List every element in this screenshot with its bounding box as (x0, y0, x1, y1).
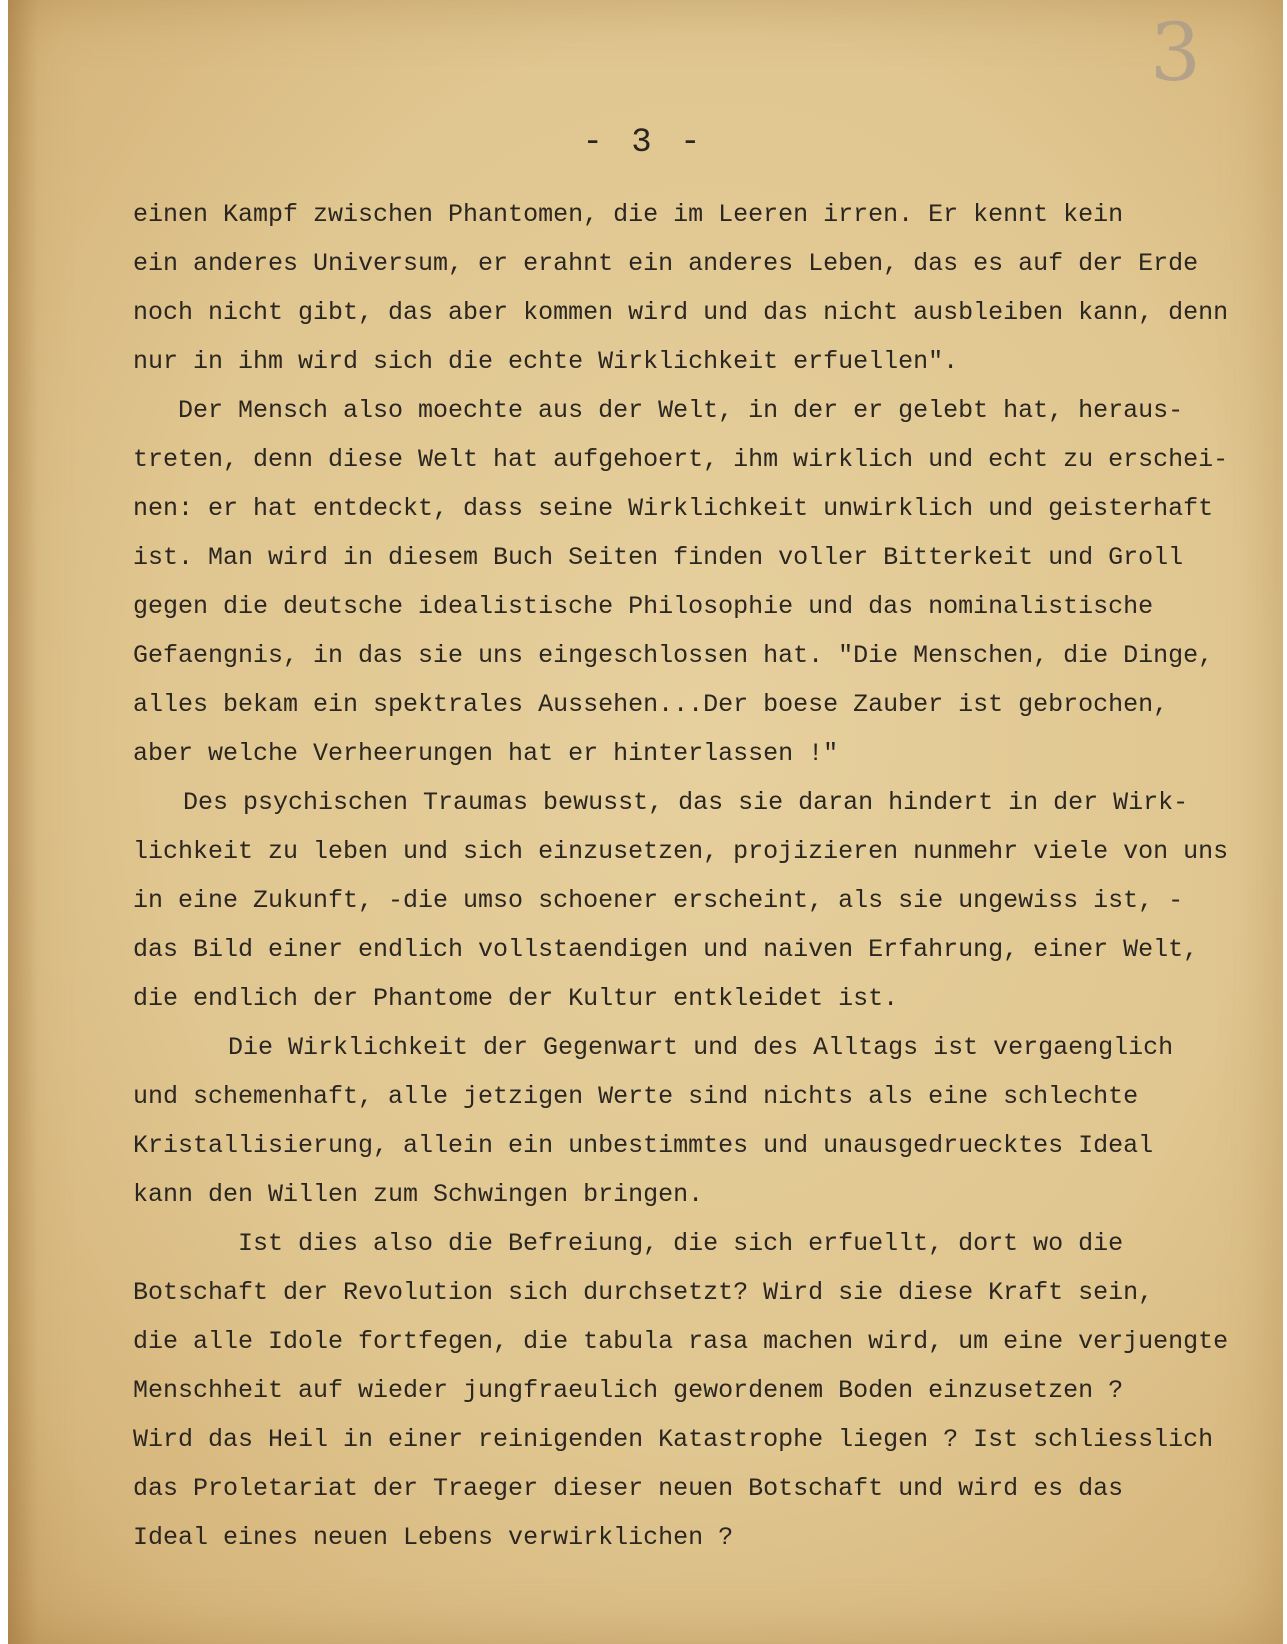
text-line: Gefaengnis, in das sie uns eingeschlossen hat. "Die Menschen, die Dinge, (133, 641, 1214, 670)
text-line: Botschaft der Revolution sich durchsetzt? Wird sie diese Kraft sein, (133, 1278, 1154, 1307)
text-line: und schemenhaft, alle jetzigen Werte sind nichts als eine schlechte (133, 1082, 1139, 1111)
text-line: ein anderes Universum, er erahnt ein anderes Leben, das es auf der Erde (133, 249, 1199, 278)
text-line: die alle Idole fortfegen, die tabula rasa machen wird, um eine verjuengte (133, 1327, 1229, 1356)
text-line: noch nicht gibt, das aber kommen wird und das nicht ausbleiben kann, denn (133, 298, 1229, 327)
text-line: Menschheit auf wieder jungfraeulich gewordenem Boden einzusetzen ? (133, 1376, 1124, 1405)
text-line: kann den Willen zum Schwingen bringen. (133, 1180, 704, 1209)
text-line: aber welche Verheerungen hat er hinterlassen !" (133, 739, 839, 768)
text-line: das Proletariat der Traeger dieser neuen Botschaft und wird es das (133, 1474, 1124, 1503)
text-line: das Bild einer endlich vollstaendigen und naiven Erfahrung, einer Welt, (133, 935, 1199, 964)
text-line: lichkeit zu leben und sich einzusetzen, projizieren nunmehr viele von uns (133, 837, 1229, 866)
text-line: einen Kampf zwischen Phantomen, die im Leeren irren. Er kennt kein (133, 200, 1124, 229)
text-line: Ideal eines neuen Lebens verwirklichen ? (133, 1523, 734, 1552)
text-line: Die Wirklichkeit der Gegenwart und des Alltags ist vergaenglich (228, 1033, 1174, 1062)
text-line: ist. Man wird in diesem Buch Seiten finden voller Bitterkeit und Groll (133, 543, 1184, 572)
text-line: nen: er hat entdeckt, dass seine Wirklichkeit unwirklich und geisterhaft (133, 494, 1214, 523)
text-line: in eine Zukunft, -die umso schoener erscheint, als sie ungewiss ist, - (133, 886, 1184, 915)
text-line: Des psychischen Traumas bewusst, das sie daran hindert in der Wirk- (183, 788, 1189, 817)
text-line: nur in ihm wird sich die echte Wirklichkeit erfuellen". (133, 347, 959, 376)
text-line: treten, denn diese Welt hat aufgehoert, ihm wirklich und echt zu erschei- (133, 445, 1229, 474)
text-line: die endlich der Phantome der Kultur entkleidet ist. (133, 984, 899, 1013)
text-line: Wird das Heil in einer reinigenden Katastrophe liegen ? Ist schliesslich (133, 1425, 1214, 1454)
text-line: gegen die deutsche idealistische Philosophie und das nominalistische (133, 592, 1154, 621)
page-number: - 3 - (582, 124, 705, 162)
text-line: Kristallisierung, allein ein unbestimmtes und unausgedruecktes Ideal (133, 1131, 1154, 1160)
text-line: Ist dies also die Befreiung, die sich erfuellt, dort wo die (238, 1229, 1124, 1258)
handwritten-page-number: 3 (1150, 6, 1201, 99)
text-line: Der Mensch also moechte aus der Welt, in der er gelebt hat, heraus- (178, 396, 1184, 425)
text-line: alles bekam ein spektrales Aussehen...Der boese Zauber ist gebrochen, (133, 690, 1169, 719)
